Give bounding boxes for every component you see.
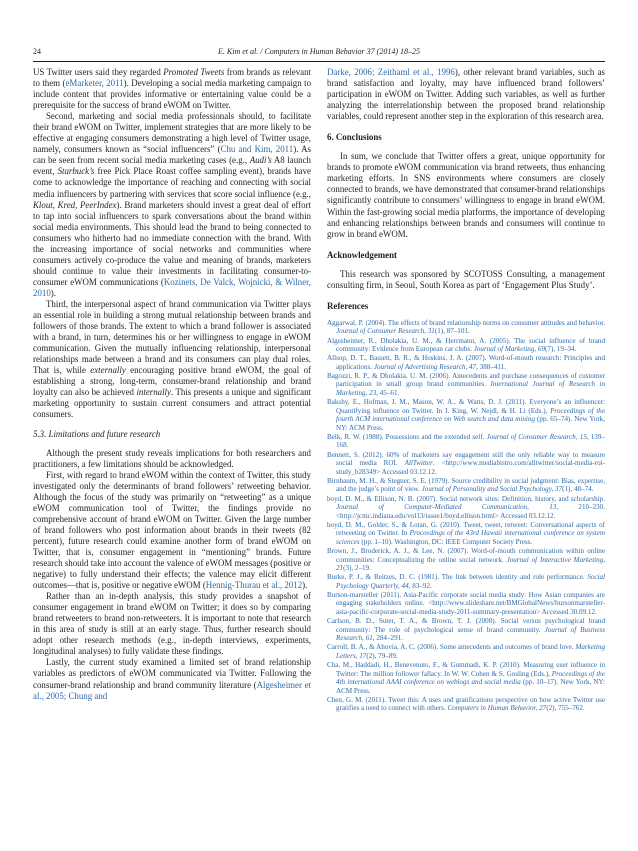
journal-citation: E. Kim et al. / Computers in Human Behavior 37 (2014) 18–25 [218, 47, 420, 56]
acknowledgement-paragraph: This research was sponsored by SCOTOSS Consulting, a management consulting firm, in Seoul, South Korea as part of ‘Engagement Plus Study’. [327, 268, 605, 290]
reference-item: Bakshy, E., Hofman, J. M., Mason, W. A., & Watts, D. J. (2011). Everyone’s an influencer: Quantifying influence on Twitter. In I. King, W. Nejdl, & H. Li (Eds.), Proceedings of the fourth ACM international conference on Web search and data mining (pp. 65–74). New York, NY: ACM Press. [327, 398, 606, 432]
acknowledgement-heading: Acknowledgement [327, 249, 398, 260]
reference-item: Bennett, S. (2012). 60% of marketers say engagement still the only reliable way to measure social media ROI. AllTwitter. <http://www.mediabistro.com/alltwitter/social-media-roi-study_b28349> Accessed 03.12.12. [327, 450, 605, 476]
subsection-title: 5.3. Limitations and future research [33, 428, 161, 439]
conclusions-paragraph: In sum, we conclude that Twitter offers a great, unique opportunity for brands to promote eWOM communication via brand retweets, thus enhancing marketing efforts. In SNS environments where consumers are closely connected to brands, we have demonstrated that consumer-brand relationships significantly contribute to consumers’ willingness to engage in brand eWOM. Within the fast-growing social media platforms, the importance of developing and enhancing relationships between brands and consumers will continue to grow in brand eWOM. [327, 151, 605, 239]
right-column [327, 67, 605, 714]
header-rule [33, 61, 605, 62]
conclusions-paragraphs [327, 151, 605, 239]
references-list [327, 319, 605, 713]
references-heading: References [327, 300, 369, 311]
body-paragraph: Third, the interpersonal aspect of brand communication via Twitter plays an essential role in building a strong mutual relationship between brands and followers of those brands. The extent to which a brand follower is associated with a brand, in turn, determines his or her willingness to engage in eWOM communication. Given the mutually influencing relationship, interpersonal relationships made between a brand and its consumers can play dual roles. That is, while externally encouraging positive brand eWOM, the goal of establishing a strong, long-term, consumer-brand relationship and brand loyalty can also be achieved internally. This presents a unique and significant marketing opportunity to sustain current consumers and attract potential consumers. [33, 298, 311, 420]
citation-link[interactable]: Chu and Kim, 2011 [220, 144, 294, 155]
citation-link[interactable]: Algesheimer et al., 2005; Chung and [33, 679, 311, 701]
page-number: 24 [33, 47, 41, 56]
reference-item: Carroll, B. A., & Ahuvia, A. C. (2006). Some antecedents and outcomes of brand love. Marketing Letters, 17(2), 79–89. [327, 643, 605, 660]
reference-item: boyd, D. M., & Ellison, N. B. (2007). Social network sites: Definition, history, and scholarship. Journal of Computer-Mediated Communication, 13, 210–230. <http://jcmc.indiana.edu/vol13/issue1/boyd.ellison.html> Accessed 03.12.12. [327, 494, 605, 520]
running-header [33, 46, 605, 58]
reference-item: Bagozzi, R. P., & Dholakia, U. M. (2006). Antecedents and purchase consequences of customer participation in small group brand communities. International Journal of Research in Marketing, 23, 45–61. [327, 371, 606, 397]
reference-item: Birnbaum, M. H., & Stegner, S. E. (1979). Source credibility in social judgment: Bias, expertise, and the judge’s point of view. Journal of Personality and Social Psychology, 37(1), 48–74. [327, 476, 605, 494]
body-paragraph: Although the present study reveals implications for both researchers and practitioners, a few limitations should be acknowledged. [33, 447, 311, 469]
citation-link[interactable]: Darke, 2006; Zeithaml et al., 1996 [327, 67, 455, 77]
left-column [33, 67, 311, 702]
reference-item: Carlson, B. D., Suter, T. A., & Brown, T. J. (2008). Social versus psychological brand community: The role of psychological sense of brand community. Journal of Business Research, 61, 284–291. [327, 617, 605, 643]
reference-item: Aggarwal, P. (2004). The effects of brand relationship norms on consumer attitudes and behavior. Journal of Consumer Research, 31(1), 87–101. [327, 318, 605, 336]
body-paragraph: First, with regard to brand eWOM within the context of Twitter, this study investigated only the determinants of brand followers’ retweeting behavior. Although the focus of the study was primarily on “retweeting” as a unique eWOM communication tool of Twitter, the findings provide no comprehensive account of brand eWOM on Twitter. Given the large number of brand followers who post information about brands in their tweets (82 percent), future research could examine another form of brand eWOM on Twitter, that is, consumer engagement in “mentioning” brands. Future research should take into account the valence of eWOM messages (positive or negative) to fully understand their effects; the valence may elicit different outcomes—that is, positive or negative eWOM (Hennig-Thurau et al., 2012). [33, 469, 311, 591]
reference-item: Cha, M., Haddadi, H., Benevenuto, F., & Gummadi, K. P. (2010). Measuring user influence in Twitter: The million follower fallacy. In W. W. Cohen & S. Gosling (Eds.), Proceedings of the 4th international AAAI conference on weblogs and social media (pp. 10–17). New York, NY: ACM Press. [327, 661, 605, 695]
body-paragraph: Rather than an in-depth analysis, this study provides a snapshot of consumer engagement in brand eWOM on Twitter; it does so by comparing brand retweeters to brand non-retweeters. It is important to note that research in this area of study is still at an early stage. Thus, further research should adopt other research methods (e.g., in-depth interviews, experiments, longitudinal analyses) to fully validate these findings. [33, 591, 311, 657]
right-paragraphs [327, 67, 605, 122]
reference-item: Chen, G. M. (2011). Tweet this: A uses and gratifications perspective on how active Twitter use gratifies a need to connect with others. Computers in Human Behavior, 27(2), 755–762. [327, 695, 605, 713]
citation-link[interactable]: eMarketer, 2011 [65, 78, 124, 89]
body-paragraph: US Twitter users said they regarded Promoted Tweets from brands as relevant to them (eMarketer, 2011). Developing a social media marketing campaign to include content that provides informative or entertaining value could be a prerequisite for the success of brand eWOM on Twitter. [33, 67, 312, 111]
citation-link[interactable]: Kozinets, De Valck, Wojnicki, & Wilner, 2010 [33, 276, 311, 298]
conclusions-heading: 6. Conclusions [327, 132, 382, 143]
reference-item: boyd, D. M., Golder, S., & Lotan, G. (2010). Tweet, tweet, retweet: Conversational aspects of retweeting on Twitter. In Proceedings of the 43rd Hawaii international conference on system sciences (pp. 1–10). Washington, DC: IEEE Computer Society Press. [327, 520, 606, 546]
left-paragraphs [33, 67, 311, 421]
limitations-paragraphs [33, 448, 311, 702]
citation-link[interactable]: Hennig-Thurau et al., 2012 [205, 580, 303, 591]
reference-item: Brown, J., Broderick, A. J., & Lee, N. (2007). Word-of-mouth communication within online communities: Conceptualizing the online social network. Journal of Interactive Marketing, 21(3), 2–19. [327, 547, 606, 573]
body-paragraph: Second, marketing and social media professionals should, to facilitate their brand eWOM on Twitter, implement strategies that are more likely to be effective at engaging consumers demonstrating a high level of Twitter usage, namely, consumers known as “social influencers” (Chu and Kim, 2011). As can be seen from recent social media marketing cases (e.g., Audi’s A8 launch event, Starbuck’s free Pick Place Roast coffee sampling event), brands have come to acknowledge the importance of reaching and connecting with social media influencers by partnering with services that score social influence (e.g., Klout, Kred, PeerIndex). Brand marketers should invest a great deal of effort to tap into social influencers to spark conversations about the brand within social media environments. This should lead the brand to being connected to consumers who hitherto had no immediate connection with the brand. With the increasing importance of social networks and communities where consumers actively co-produce the value and meaning of brands, marketers should continue to value their investments in facilitating consumer-to-consumer eWOM communications (Kozinets, De Valck, Wojnicki, & Wilner, 2010). [33, 111, 312, 298]
body-paragraph: Lastly, the current study examined a limited set of brand relationship variables as predictors of eWOM communicated via Twitter. Following the consumer-brand relationship and brand community literature (Algesheimer et al., 2005; Chung and [33, 657, 311, 701]
acknowledgement-paragraphs [327, 269, 605, 291]
reference-item: Algesheimer, R., Dholakia, U. M., & Herrmann, A. (2005). The social influence of brand community: Evidence from European car clubs. Journal of Marketing, 69(7), 19–34. [327, 336, 605, 354]
reference-item: Burke, P. J., & Reitzes, D. C. (1981). The link between identity and role performance. Social Psychology Quarterly, 44, 83–92. [327, 573, 605, 590]
body-paragraph: Darke, 2006; Zeithaml et al., 1996), other relevant brand variables, such as brand satisfaction and loyalty, may have influenced brand followers’ participation in eWOM on Twitter. Adding such variables, as well as further analyzing the interrelationship between the proposed brand relationship variables, could represent another step in the exploration of this research area. [327, 67, 606, 122]
reference-item: Belk, R. W. (1988). Possessions and the extended self. Journal of Consumer Research, 15, 139–168. [327, 432, 605, 450]
reference-item: Allsop, D. T., Bassett, B. R., & Hoskins, J. A. (2007). Word-of-mouth research: Principles and applications. Journal of Advertising Research, 47, 388–411. [327, 354, 605, 371]
reference-item: Burson-marsteller (2011). Asia-Pacific corporate social media study: How Asian companies are engaging stakeholders online. <http://www.slideshare.net/BMGlobalNews/bursonmarsteller-asia-pacific-corporate-social-media-study-2011-summary-presentation> Accessed 30.09.12. [327, 590, 605, 617]
